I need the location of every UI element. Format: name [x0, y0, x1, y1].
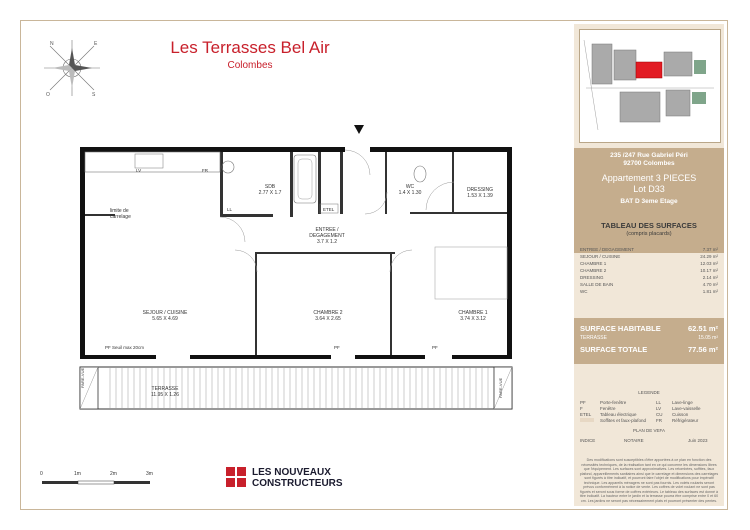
- legend-code: CU: [656, 412, 663, 417]
- ll-label: LL: [227, 207, 233, 212]
- row-value: 24.29 m²: [700, 254, 718, 259]
- plan-indice: INDICE: [580, 438, 596, 443]
- location-thumbnail: [579, 29, 721, 143]
- legend-text: Soffites et faux-plafond: [600, 418, 646, 423]
- row-value: 1.81 m²: [702, 289, 718, 294]
- compass-letter-s: S: [92, 92, 96, 98]
- room-dims: 1.53 X 1.39: [467, 193, 493, 199]
- scale-tick-2: 2m: [110, 471, 117, 477]
- limite-carrelage-note: [110, 208, 150, 220]
- logo-line2: CONSTRUCTEURS: [252, 478, 343, 489]
- room-dims: 3.7 X 1.2: [316, 239, 337, 245]
- disclaimer: Des modifications sont susceptibles d'être apportées à ce plan en fonction des nécessités techniques, de la réalisation tant en ce qui concerne les dimensions libres que l'équipement. Les surfaces sont approximatives. Les retombées, soffites, faux plafond, appareillements sanitaires ainsi que le carrelage et dimensions des carrelages sont figurés à titre indicatif, et pourront faire l'objet de modifications pour impératif technique. Les appareils ménagers ne sont pas fournis. Les volets roulants seront prévus conformément à la notice de vente. Les coffres de volet roulant ne sont pas figurés et seront sous forme de coffres extérieurs. Le tableau des surfaces est donné à titre indicatif. La hauteur entre le jardin et la terrasse pourra être comprise entre 0 et 60 cm. Les jardins ne seront pas nécessairement plats et pourront présenter des pentes.: [579, 458, 719, 503]
- scale-tick-1: 1m: [74, 471, 81, 477]
- row-value: 7.37 m²: [702, 247, 718, 252]
- row-value: 2.14 m²: [702, 275, 718, 280]
- panel-header-block: [574, 148, 724, 253]
- surface-row: [580, 261, 718, 266]
- apartment-type: Appartement 3 PIECES: [601, 173, 697, 183]
- total-value: 62.51 m²: [687, 324, 718, 333]
- room-name: SDB: [264, 184, 276, 190]
- logo-line1: LES NOUVEAUX: [252, 467, 331, 478]
- legend-text: Lave-vaisselle: [672, 406, 701, 411]
- legend-code: F: [580, 406, 583, 411]
- legend-text: Fenêtre: [600, 406, 616, 411]
- legend-text: Porte-fenêtre: [600, 400, 627, 405]
- total-value: 77.56 m²: [687, 345, 718, 354]
- legend-code: PF: [580, 400, 586, 405]
- info-panel: [574, 24, 724, 506]
- lv-label: LV: [136, 168, 142, 173]
- row-name: CHAMBRE 1: [580, 261, 607, 266]
- building-floor: BAT D 3eme Etage: [620, 198, 678, 205]
- plan-title: PLAN DE VEFA: [632, 428, 665, 433]
- pf-seuil-label: PF Seuil max 20cm: [105, 345, 145, 350]
- legend-text: Cuisson: [672, 412, 689, 417]
- total-label: SURFACE HABITABLE: [580, 324, 661, 333]
- pare-vue-left: PARE-VUE: [80, 367, 85, 388]
- legend-code: LV: [656, 406, 662, 411]
- legend-text: Lave-linge: [672, 400, 693, 405]
- pare-vue-right: PARE-VUE: [498, 377, 503, 398]
- surface-row: [580, 282, 718, 287]
- surface-row: [580, 254, 718, 259]
- plan-notaire: NOTAIRE: [624, 438, 644, 443]
- row-name: CHAMBRE 2: [580, 268, 607, 273]
- table-subtitle: (compris placards): [626, 231, 672, 237]
- room-label-dressing: [458, 187, 502, 199]
- legend-code: FR: [656, 418, 662, 423]
- fr-label: FR: [202, 168, 208, 173]
- legend-code: LL: [656, 400, 662, 405]
- legend-text: Réfrigérateur: [672, 418, 699, 423]
- terrasse-surface: [580, 335, 718, 341]
- page-title: Les Terrasses Bel Air: [170, 38, 330, 57]
- room-name: CHAMBRE 1: [458, 310, 488, 316]
- surface-row: [580, 289, 718, 294]
- room-name: TERRASSE: [151, 386, 179, 392]
- legend-code: ETEL: [580, 412, 592, 417]
- etel-label: ETEL: [323, 207, 335, 212]
- room-label-sejour: [135, 310, 195, 322]
- scale-bar: [40, 470, 160, 490]
- row-value: 10.17 m²: [700, 268, 718, 273]
- room-dims: 11.95 X 1.26: [151, 392, 179, 398]
- scale-tick-3: 3m: [146, 471, 153, 477]
- surface-habitable: [580, 324, 718, 333]
- room-dims: 3.64 X 2.65: [315, 316, 341, 322]
- page-subtitle: Colombes: [227, 60, 273, 71]
- surface-row: [580, 275, 718, 280]
- surface-row: [580, 268, 718, 273]
- table-title: TABLEAU DES SURFACES: [601, 221, 697, 230]
- legend-text: Tableau électrique: [600, 412, 637, 417]
- row-name: SEJOUR / CUISINE: [580, 254, 621, 259]
- row-value: 12.03 m²: [700, 261, 718, 266]
- room-name: WC: [405, 184, 415, 190]
- room-label-chambre1: [448, 310, 498, 322]
- floor-plan: [70, 122, 530, 422]
- room-label-chambre2: [303, 310, 353, 322]
- total-value: 15.05 m²: [698, 335, 718, 341]
- compass-letter-e: E: [94, 41, 98, 47]
- room-dims: 5.65 X 4.69: [152, 316, 178, 322]
- pf-label-chambre2: PF: [334, 345, 340, 350]
- logo-grid-icon: [226, 467, 246, 487]
- room-dims: 1.4 X 1.30: [398, 190, 422, 196]
- lot-number: Lot D33: [633, 184, 665, 194]
- room-name: DRESSING: [466, 187, 494, 193]
- note-line2: carrelage: [110, 214, 131, 220]
- entrance-arrow-icon: [354, 125, 364, 134]
- room-name: SEJOUR / CUISINE: [142, 310, 188, 316]
- address-line1: 235 /247 Rue Gabriel Péri: [610, 152, 688, 159]
- row-name: SALLE DE BAIN: [580, 282, 614, 287]
- soffite-swatch: [580, 418, 594, 422]
- plan-date: Juin 2023: [688, 438, 708, 443]
- row-value: 4.70 m²: [702, 282, 718, 287]
- total-label: TERRASSE: [580, 335, 607, 341]
- room-dims: 2.77 X 1.7: [258, 190, 282, 196]
- scale-tick-0: 0: [40, 471, 43, 477]
- pf-label-chambre1: PF: [432, 345, 438, 350]
- building-location-map: [580, 30, 720, 142]
- address-line2: 92700 Colombes: [623, 160, 675, 167]
- room-name: ENTREE /: [315, 227, 339, 233]
- room-label-terrasse: [140, 386, 190, 398]
- legend-title: LEGENDE: [638, 390, 660, 395]
- row-name: ENTREE / DEGAGEMENT: [580, 247, 635, 252]
- compass-letter-o: O: [46, 92, 50, 98]
- totals-block: [574, 318, 724, 364]
- room-name-line2: DEGAGEMENT: [309, 233, 345, 239]
- compass-letter-n: N: [50, 41, 54, 47]
- total-label: SURFACE TOTALE: [580, 345, 648, 354]
- surface-row: [580, 247, 718, 252]
- room-label-entree: [302, 227, 352, 245]
- room-label-wc: [390, 184, 430, 196]
- row-name: DRESSING: [580, 275, 604, 280]
- surface-totale: [580, 345, 718, 354]
- compass-rose-icon: [38, 34, 106, 102]
- row-name: WC: [580, 289, 588, 294]
- room-dims: 3.74 X 3.12: [460, 316, 486, 322]
- room-name: CHAMBRE 2: [313, 310, 343, 316]
- room-label-sdb: [250, 184, 290, 196]
- note-line1: limite de: [110, 208, 129, 214]
